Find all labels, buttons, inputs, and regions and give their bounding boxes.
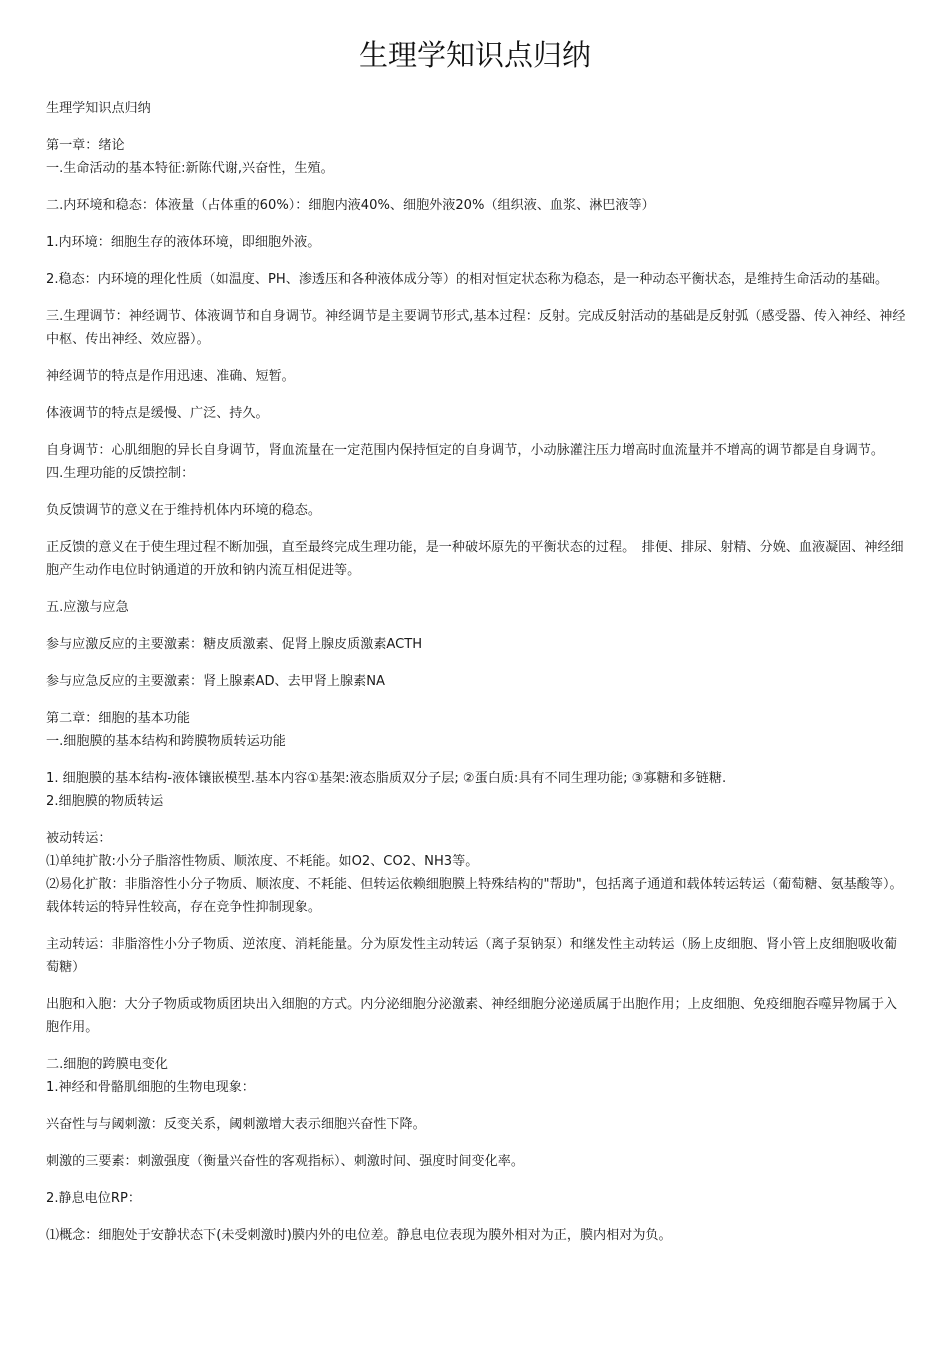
paragraph: 生理学知识点归纳 xyxy=(46,101,151,116)
paragraph: 参与应激反应的主要激素：糖皮质激素、促肾上腺皮质激素ACTH xyxy=(46,637,423,652)
paragraph: 自身调节：心肌细胞的异长自身调节，肾血流量在一定范围内保持恒定的自身调节，小动脉灌注压力增高时血流量并不增高的调节都是自身调节。 xyxy=(46,443,884,458)
paragraph: ⑵易化扩散：非脂溶性小分子物质、顺浓度、不耗能、但转运依赖细胞膜上特殊结构的"帮助"，包括离子通道和载体转运转运（葡萄糖、氨基酸等）。载体转运的特异性较高，存在竞争性抑制现象。 xyxy=(46,877,903,915)
page-title: 生理学知识点归纳 xyxy=(358,38,591,72)
paragraph: 体液调节的特点是缓慢、广泛、持久。 xyxy=(46,406,269,421)
paragraph: 被动转运： xyxy=(46,831,112,846)
paragraph: 参与应急反应的主要激素：肾上腺素AD、去甲肾上腺素NA xyxy=(46,674,385,689)
paragraph: 2.细胞膜的物质转运 xyxy=(46,794,164,809)
paragraph: 兴奋性与与阈刺激：反变关系，阈刺激增大表示细胞兴奋性下降。 xyxy=(46,1117,426,1132)
paragraph: 2.稳态：内环境的理化性质（如温度、PH、渗透压和各种液体成分等）的相对恒定状态称为稳态，是一种动态平衡状态，是维持生命活动的基础。 xyxy=(46,272,889,287)
paragraph: 第一章：绪论 xyxy=(46,138,125,153)
paragraph: ⑴单纯扩散:小分子脂溶性物质、顺浓度、不耗能。如O2、CO2、NH3等。 xyxy=(46,854,479,869)
paragraph: 出胞和入胞：大分子物质或物质团块出入细胞的方式。内分泌细胞分泌激素、神经细胞分泌递质属于出胞作用；上皮细胞、免疫细胞吞噬异物属于入胞作用。 xyxy=(46,997,898,1035)
paragraph: 二.细胞的跨膜电变化 xyxy=(46,1057,169,1072)
paragraph: 神经调节的特点是作用迅速、准确、短暂。 xyxy=(46,369,295,384)
paragraph: 五.应激与应急 xyxy=(46,600,129,615)
paragraph: 2.静息电位RP： xyxy=(46,1191,141,1206)
paragraph: 负反馈调节的意义在于维持机体内环境的稳态。 xyxy=(46,503,321,518)
paragraph: 第二章：细胞的基本功能 xyxy=(46,711,191,726)
paragraph: ⑴概念：细胞处于安静状态下(未受刺激时)膜内外的电位差。静息电位表现为膜外相对为正，膜内相对为负。 xyxy=(46,1228,672,1243)
paragraph: 四.生理功能的反馈控制： xyxy=(46,466,195,481)
paragraph: 1. 细胞膜的基本结构-液体镶嵌模型.基本内容①基架:液态脂质双分子层; ②蛋白质:具有不同生理功能; ③寡糖和多链糖. xyxy=(46,771,727,786)
paragraph: 刺激的三要素：刺激强度（衡量兴奋性的客观指标）、刺激时间、强度时间变化率。 xyxy=(46,1154,524,1169)
paragraph: 三.生理调节：神经调节、体液调节和自身调节。神经调节是主要调节形式,基本过程：反射。完成反射活动的基础是反射弧（感受器、传入神经、神经中枢、传出神经、效应器）。 xyxy=(46,309,906,347)
paragraph: 一.细胞膜的基本结构和跨膜物质转运功能 xyxy=(46,734,286,749)
paragraph: 主动转运：非脂溶性小分子物质、逆浓度、消耗能量。分为原发性主动转运（离子泵钠泵）和继发性主动转运（肠上皮细胞、肾小管上皮细胞吸收葡萄糖） xyxy=(46,937,898,975)
paragraph: 二.内环境和稳态：体液量（占体重的60%）：细胞内液40%、细胞外液20%（组织液、血浆、淋巴液等） xyxy=(46,198,655,213)
paragraph: 1.内环境：细胞生存的液体环境，即细胞外液。 xyxy=(46,235,321,250)
paragraph: 正反馈的意义在于使生理过程不断加强，直至最终完成生理功能，是一种破坏原先的平衡状态的过程。 排便、排尿、射精、分娩、血液凝固、神经细胞产生动作电位时钠通道的开放和钠内流互相促进等。 xyxy=(46,540,904,578)
paragraph: 1.神经和骨骼肌细胞的生物电现象： xyxy=(46,1080,255,1095)
paragraph: 一.生命活动的基本特征:新陈代谢,兴奋性，生殖。 xyxy=(46,161,334,176)
document-body xyxy=(46,97,908,1247)
